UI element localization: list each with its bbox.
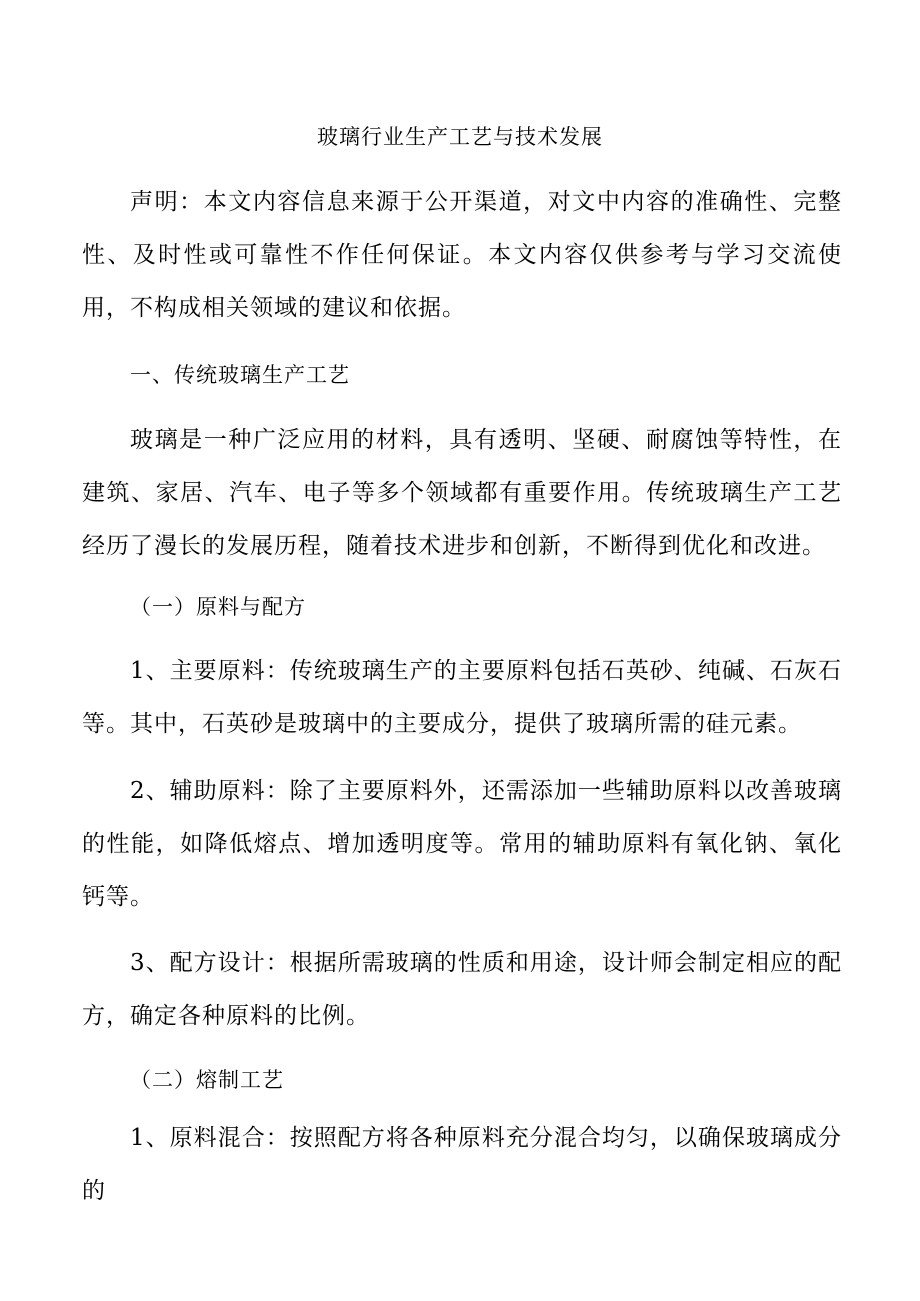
disclaimer-paragraph: 声明：本文内容信息来源于公开渠道，对文中内容的准确性、完整性、及时性或可靠性不作任何保证。本文内容仅供参考与学习交流使用，不构成相关领域的建议和依据。 xyxy=(82,189,842,321)
subsection-heading-materials: （一）原料与配方 xyxy=(130,595,306,619)
melting-item-1: 1、原料混合：按照配方将各种原料充分混合均匀，以确保玻璃成分的 xyxy=(82,1125,842,1204)
subsection-heading-melting: （二）熔制工艺 xyxy=(130,1068,284,1092)
materials-item-2: 2、辅助原料：除了主要原料外，还需添加一些辅助原料以改善玻璃的性能，如降低熔点、增加透明度等。常用的辅助原料有氧化钠、氧化钙等。 xyxy=(82,778,842,910)
materials-item-3: 3、配方设计：根据所需玻璃的性质和用途，设计师会制定相应的配方，确定各种原料的比例。 xyxy=(82,950,842,1029)
section-1-intro-paragraph: 玻璃是一种广泛应用的材料，具有透明、坚硬、耐腐蚀等特性，在建筑、家居、汽车、电子等多个领域都有重要作用。传统玻璃生产工艺经历了漫长的发展历程，随着技术进步和创新，不断得到优化和改进。 xyxy=(82,427,842,559)
document-title: 玻璃行业生产工艺与技术发展 xyxy=(317,125,603,149)
section-heading-1: 一、传统玻璃生产工艺 xyxy=(130,363,350,387)
materials-item-1: 1、主要原料：传统玻璃生产的主要原料包括石英砂、纯碱、石灰石等。其中，石英砂是玻璃中的主要成分，提供了玻璃所需的硅元素。 xyxy=(82,658,842,737)
